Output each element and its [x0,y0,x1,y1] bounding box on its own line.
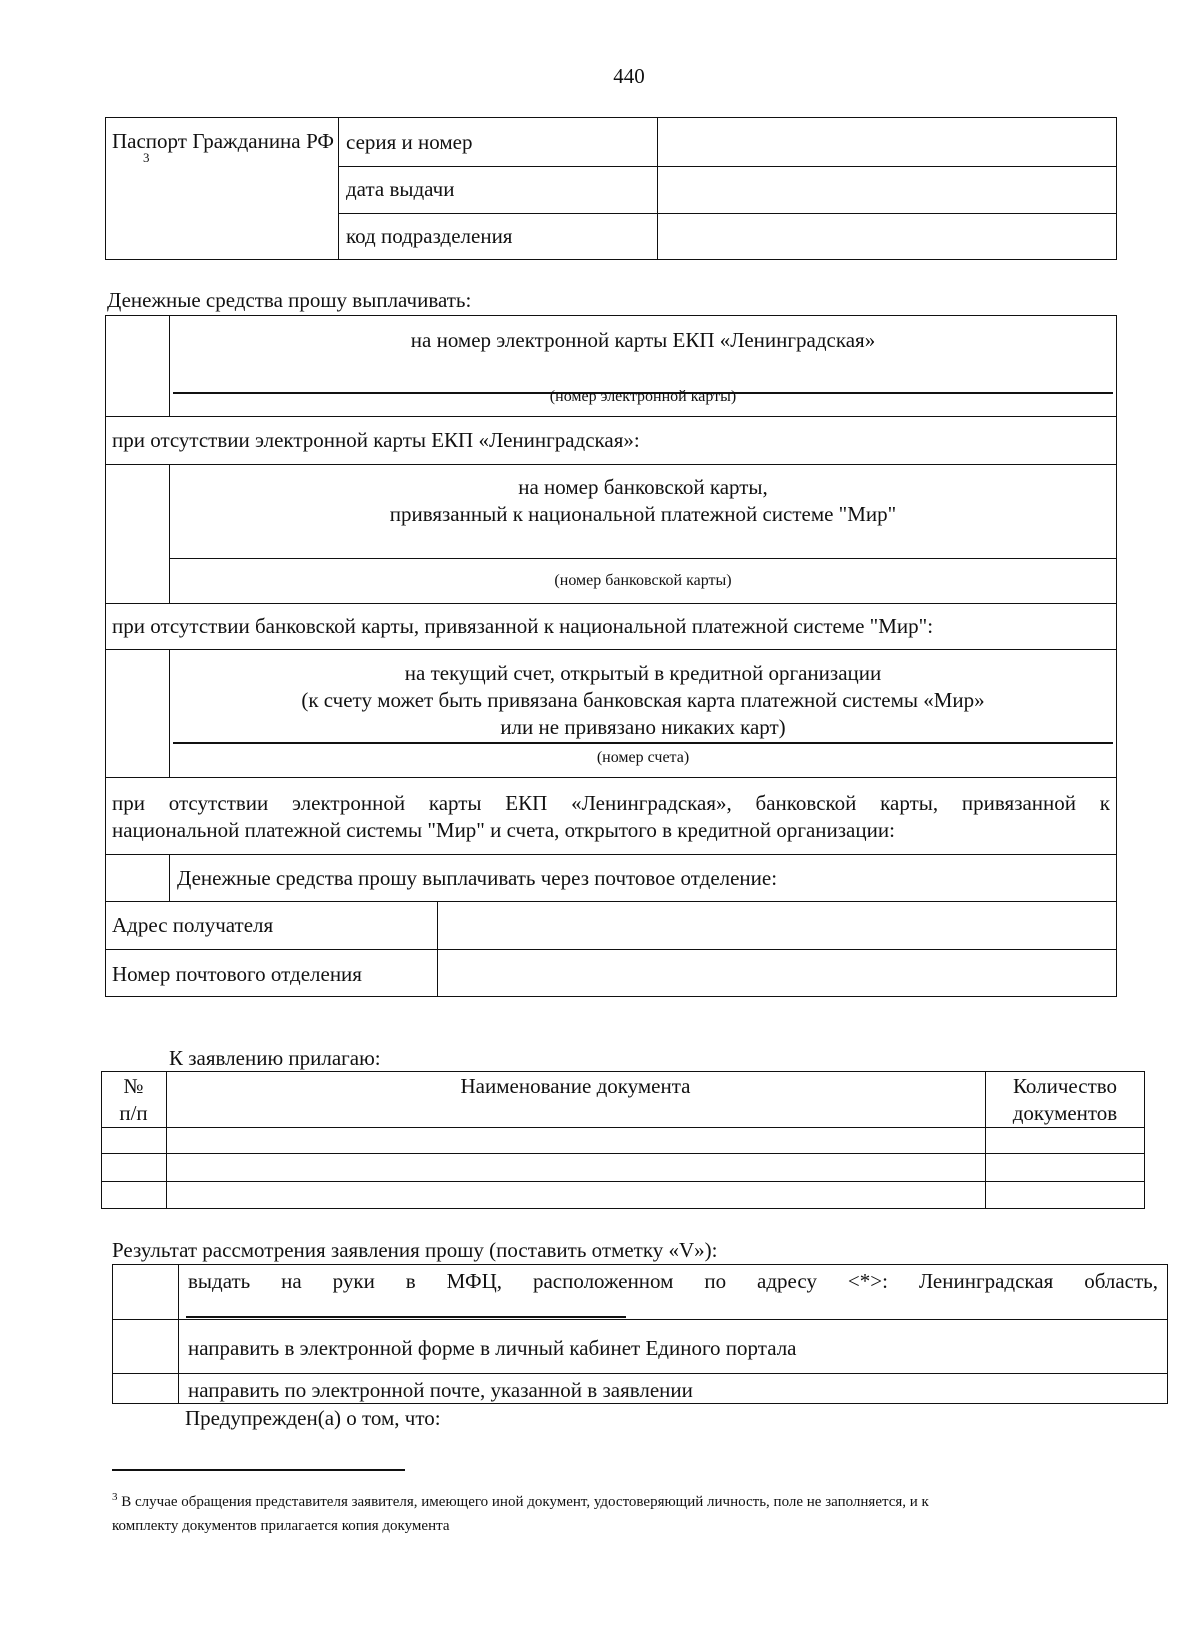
attachments-heading: К заявлению прилагаю: [169,1046,381,1070]
no-bank-card-label: при отсутствии банковской карты, привязанной к национальной платежной системе "Мир": [112,614,934,638]
bank-card-line2: привязанный к национальной платежной системе "Мир" [389,502,897,526]
bank-card-label [169,474,1117,528]
no-ekp-label: при отсутствии электронной карты ЕКП «Ленинградская»: [112,428,640,452]
no-all-label [112,790,1110,844]
bank-card-number-input[interactable] [173,530,1113,557]
col-num-header [101,1073,166,1127]
result-option-checkbox[interactable] [112,1373,178,1404]
field-issue-date: дата выдачи [346,177,455,201]
field-division-code: код подразделения [346,224,513,248]
footnote-line1: В случае обращения представителя заявителя, имеющего иной документ, удостоверяющий личность, поле не заполняется, и к [121,1494,929,1510]
ekp-card-hint: (номер электронной карты) [549,388,737,405]
division-code-input[interactable] [657,213,1117,260]
recipient-address-input[interactable] [437,901,1117,949]
post-office-label: Денежные средства прошу выплачивать через почтовое отделение: [177,866,778,890]
account-line2: (к счету может быть привязана банковская карта платежной системы «Мир» [301,688,985,712]
table-row[interactable] [101,1127,1145,1153]
footnote-mark: 3 [112,1491,118,1503]
post-office-number-label: Номер почтового отделения [112,962,362,986]
bank-card-checkbox[interactable] [105,464,169,603]
result-option-portal: направить в электронной форме в личный кабинет Единого портала [188,1336,797,1360]
result-option-email: направить по электронной почте, указанной в заявлении [188,1378,693,1402]
result-option-mfc: выдать на руки в МФЦ, расположенном по адресу <*>: Ленинградская область, [188,1269,1158,1293]
no-all-line1: при отсутствии электронной карты ЕКП «Ленинградская», банковской карты, привязанной к [112,791,1110,815]
footnote-line2: комплекту документов прилагается копия документа [112,1518,450,1534]
col-count-line2: документов [1012,1101,1118,1125]
page-number: 440 [613,64,645,88]
field-series-number: серия и номер [346,130,473,154]
table-row[interactable] [101,1153,1145,1181]
footnote-ref: 3 [143,150,150,165]
col-num-line1: № [123,1074,144,1098]
result-heading: Результат рассмотрения заявления прошу (поставить отметку «V»): [112,1238,718,1262]
footnote [112,1485,929,1538]
footnote-divider [112,1469,405,1471]
result-option-checkbox[interactable] [112,1319,178,1373]
ekp-card-label: на номер электронной карты ЕКП «Ленинградская» [410,328,876,352]
account-number-input[interactable] [173,720,1113,744]
col-count-header [985,1073,1145,1127]
col-name-header: Наименование документа [460,1074,691,1098]
warned-label: Предупрежден(а) о том, что: [185,1406,441,1430]
passport-label-text: Паспорт Гражданина РФ [112,129,334,153]
result-option-checkbox[interactable] [112,1264,178,1319]
account-checkbox[interactable] [105,649,169,777]
account-hint: (номер счета) [596,749,690,766]
table-row[interactable] [101,1181,1145,1209]
account-line1: на текущий счет, открытый в кредитной организации [404,661,882,685]
no-all-line2: национальной платежной системы "Мир" и счета, открытого в кредитной организации: [112,818,895,842]
account-line3: или не привязано никаких карт) [500,715,786,739]
payment-heading: Денежные средства прошу выплачивать: [107,288,472,312]
col-num-line2: п/п [119,1101,148,1125]
bank-card-line1: на номер банковской карты, [518,475,768,499]
col-count-line1: Количество [1012,1074,1118,1098]
bank-card-hint: (номер банковской карты) [554,572,732,589]
recipient-address-label: Адрес получателя [112,913,274,937]
post-office-checkbox[interactable] [105,854,169,901]
issue-date-input[interactable] [657,166,1117,213]
post-office-number-input[interactable] [437,949,1117,997]
series-number-input[interactable] [657,117,1117,166]
ekp-card-checkbox[interactable] [105,315,169,416]
